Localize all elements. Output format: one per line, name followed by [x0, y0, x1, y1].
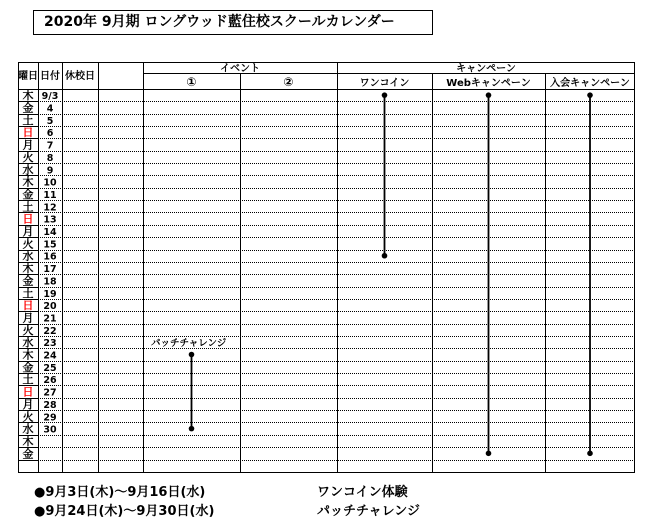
date-cell: 13: [43, 214, 57, 226]
weekday-cell: 月: [22, 138, 34, 152]
legend-period: ●9月24日(木)～9月30日(水): [34, 504, 215, 519]
header-date: 日付: [40, 71, 60, 82]
header-event-2: ②: [283, 75, 294, 89]
calendar-grid: [18, 62, 636, 474]
header-event-group: イベント: [220, 63, 260, 75]
weekday-cell: 火: [22, 150, 34, 164]
header-weekday: 曜日: [18, 71, 38, 82]
weekday-cell: 木: [22, 89, 34, 103]
date-cell: 19: [43, 288, 57, 300]
period-start-dot: [587, 92, 593, 98]
date-cell: 22: [43, 325, 57, 337]
weekday-cell: 水: [22, 422, 34, 436]
weekday-cell: 金: [22, 447, 34, 461]
legend-label: パッチチャレンジ: [317, 504, 420, 519]
date-cell: 17: [43, 264, 57, 276]
date-cell: 6: [46, 128, 54, 140]
weekday-cell: 土: [22, 113, 34, 127]
legend-item-2: [34, 500, 420, 519]
weekday-cell: 水: [22, 336, 34, 350]
date-cell: 11: [43, 189, 57, 201]
weekday-cell: 月: [22, 225, 34, 238]
weekday-cell: 木: [22, 348, 34, 362]
weekday-cell: 土: [22, 373, 34, 387]
date-cell: 28: [43, 399, 57, 411]
date-cell: 8: [46, 152, 54, 164]
period-end-dot: [382, 253, 388, 259]
header-campaign-1: ワンコイン: [359, 78, 410, 89]
date-cell: 25: [43, 362, 57, 374]
date-cell: 18: [43, 276, 57, 288]
weekday-cell: 日: [22, 212, 34, 226]
period-start-dot: [382, 92, 388, 98]
period-end-dot: [486, 451, 492, 457]
weekday-cell: 火: [22, 323, 34, 337]
date-cell: 9/3: [41, 91, 59, 103]
weekday-cell: 日: [22, 126, 34, 140]
calendar-title: 2020年 9月期 ロングウッド藍住校スクールカレンダー: [33, 10, 433, 35]
weekday-cell: 木: [22, 175, 34, 189]
date-cell: 10: [43, 177, 57, 189]
date-cell: 14: [43, 227, 57, 238]
date-cell: 21: [43, 313, 57, 325]
date-cell: 4: [46, 103, 54, 115]
weekday-cell: 水: [22, 249, 34, 263]
weekday-cell: 月: [22, 397, 34, 411]
date-cell: 30: [43, 424, 57, 436]
weekday-cell: 木: [22, 434, 34, 448]
date-cell: 7: [46, 140, 54, 152]
date-cell: 15: [43, 239, 57, 251]
weekday-cell: 火: [22, 237, 34, 251]
weekday-cell: 日: [22, 299, 34, 313]
date-cell: 20: [43, 301, 57, 313]
period-end-dot: [189, 426, 195, 432]
weekday-cell: 土: [22, 200, 34, 214]
weekday-cell: 水: [22, 163, 34, 177]
header-campaign-group: キャンペーン: [456, 63, 516, 75]
weekday-cell: 土: [22, 286, 34, 300]
legend-item-1: [34, 481, 408, 500]
date-cell: 24: [43, 350, 57, 362]
date-cell: 26: [43, 375, 57, 387]
weekday-cell: 金: [22, 274, 34, 288]
calendar-svg: [18, 62, 636, 474]
period-start-dot: [486, 92, 492, 98]
weekday-cell: 火: [22, 410, 34, 424]
date-cell: 23: [43, 338, 57, 350]
date-cell: 29: [43, 412, 57, 424]
date-cell: 12: [43, 202, 57, 214]
weekday-cell: 金: [22, 187, 34, 201]
header-closed: 休校日: [65, 71, 95, 82]
weekday-cell: 金: [22, 101, 34, 115]
period-end-dot: [587, 451, 593, 457]
header-event-1: ①: [186, 75, 197, 89]
event-label: パッチチャレンジ: [151, 338, 227, 350]
weekday-cell: 木: [22, 262, 34, 276]
date-cell: 9: [46, 165, 54, 177]
legend-period: ●9月3日(木)～9月16日(水): [34, 485, 206, 500]
weekday-cell: 月: [22, 311, 34, 325]
header-campaign-3: 入会キャンペーン: [550, 78, 630, 89]
weekday-cell: 金: [22, 360, 34, 374]
legend-label: ワンコイン体験: [317, 485, 408, 500]
date-cell: 27: [43, 387, 57, 399]
date-cell: 5: [46, 115, 54, 127]
weekday-cell: 日: [22, 385, 34, 399]
period-start-dot: [189, 352, 195, 358]
header-campaign-2: Webキャンペーン: [446, 78, 531, 89]
date-cell: 16: [43, 251, 57, 263]
